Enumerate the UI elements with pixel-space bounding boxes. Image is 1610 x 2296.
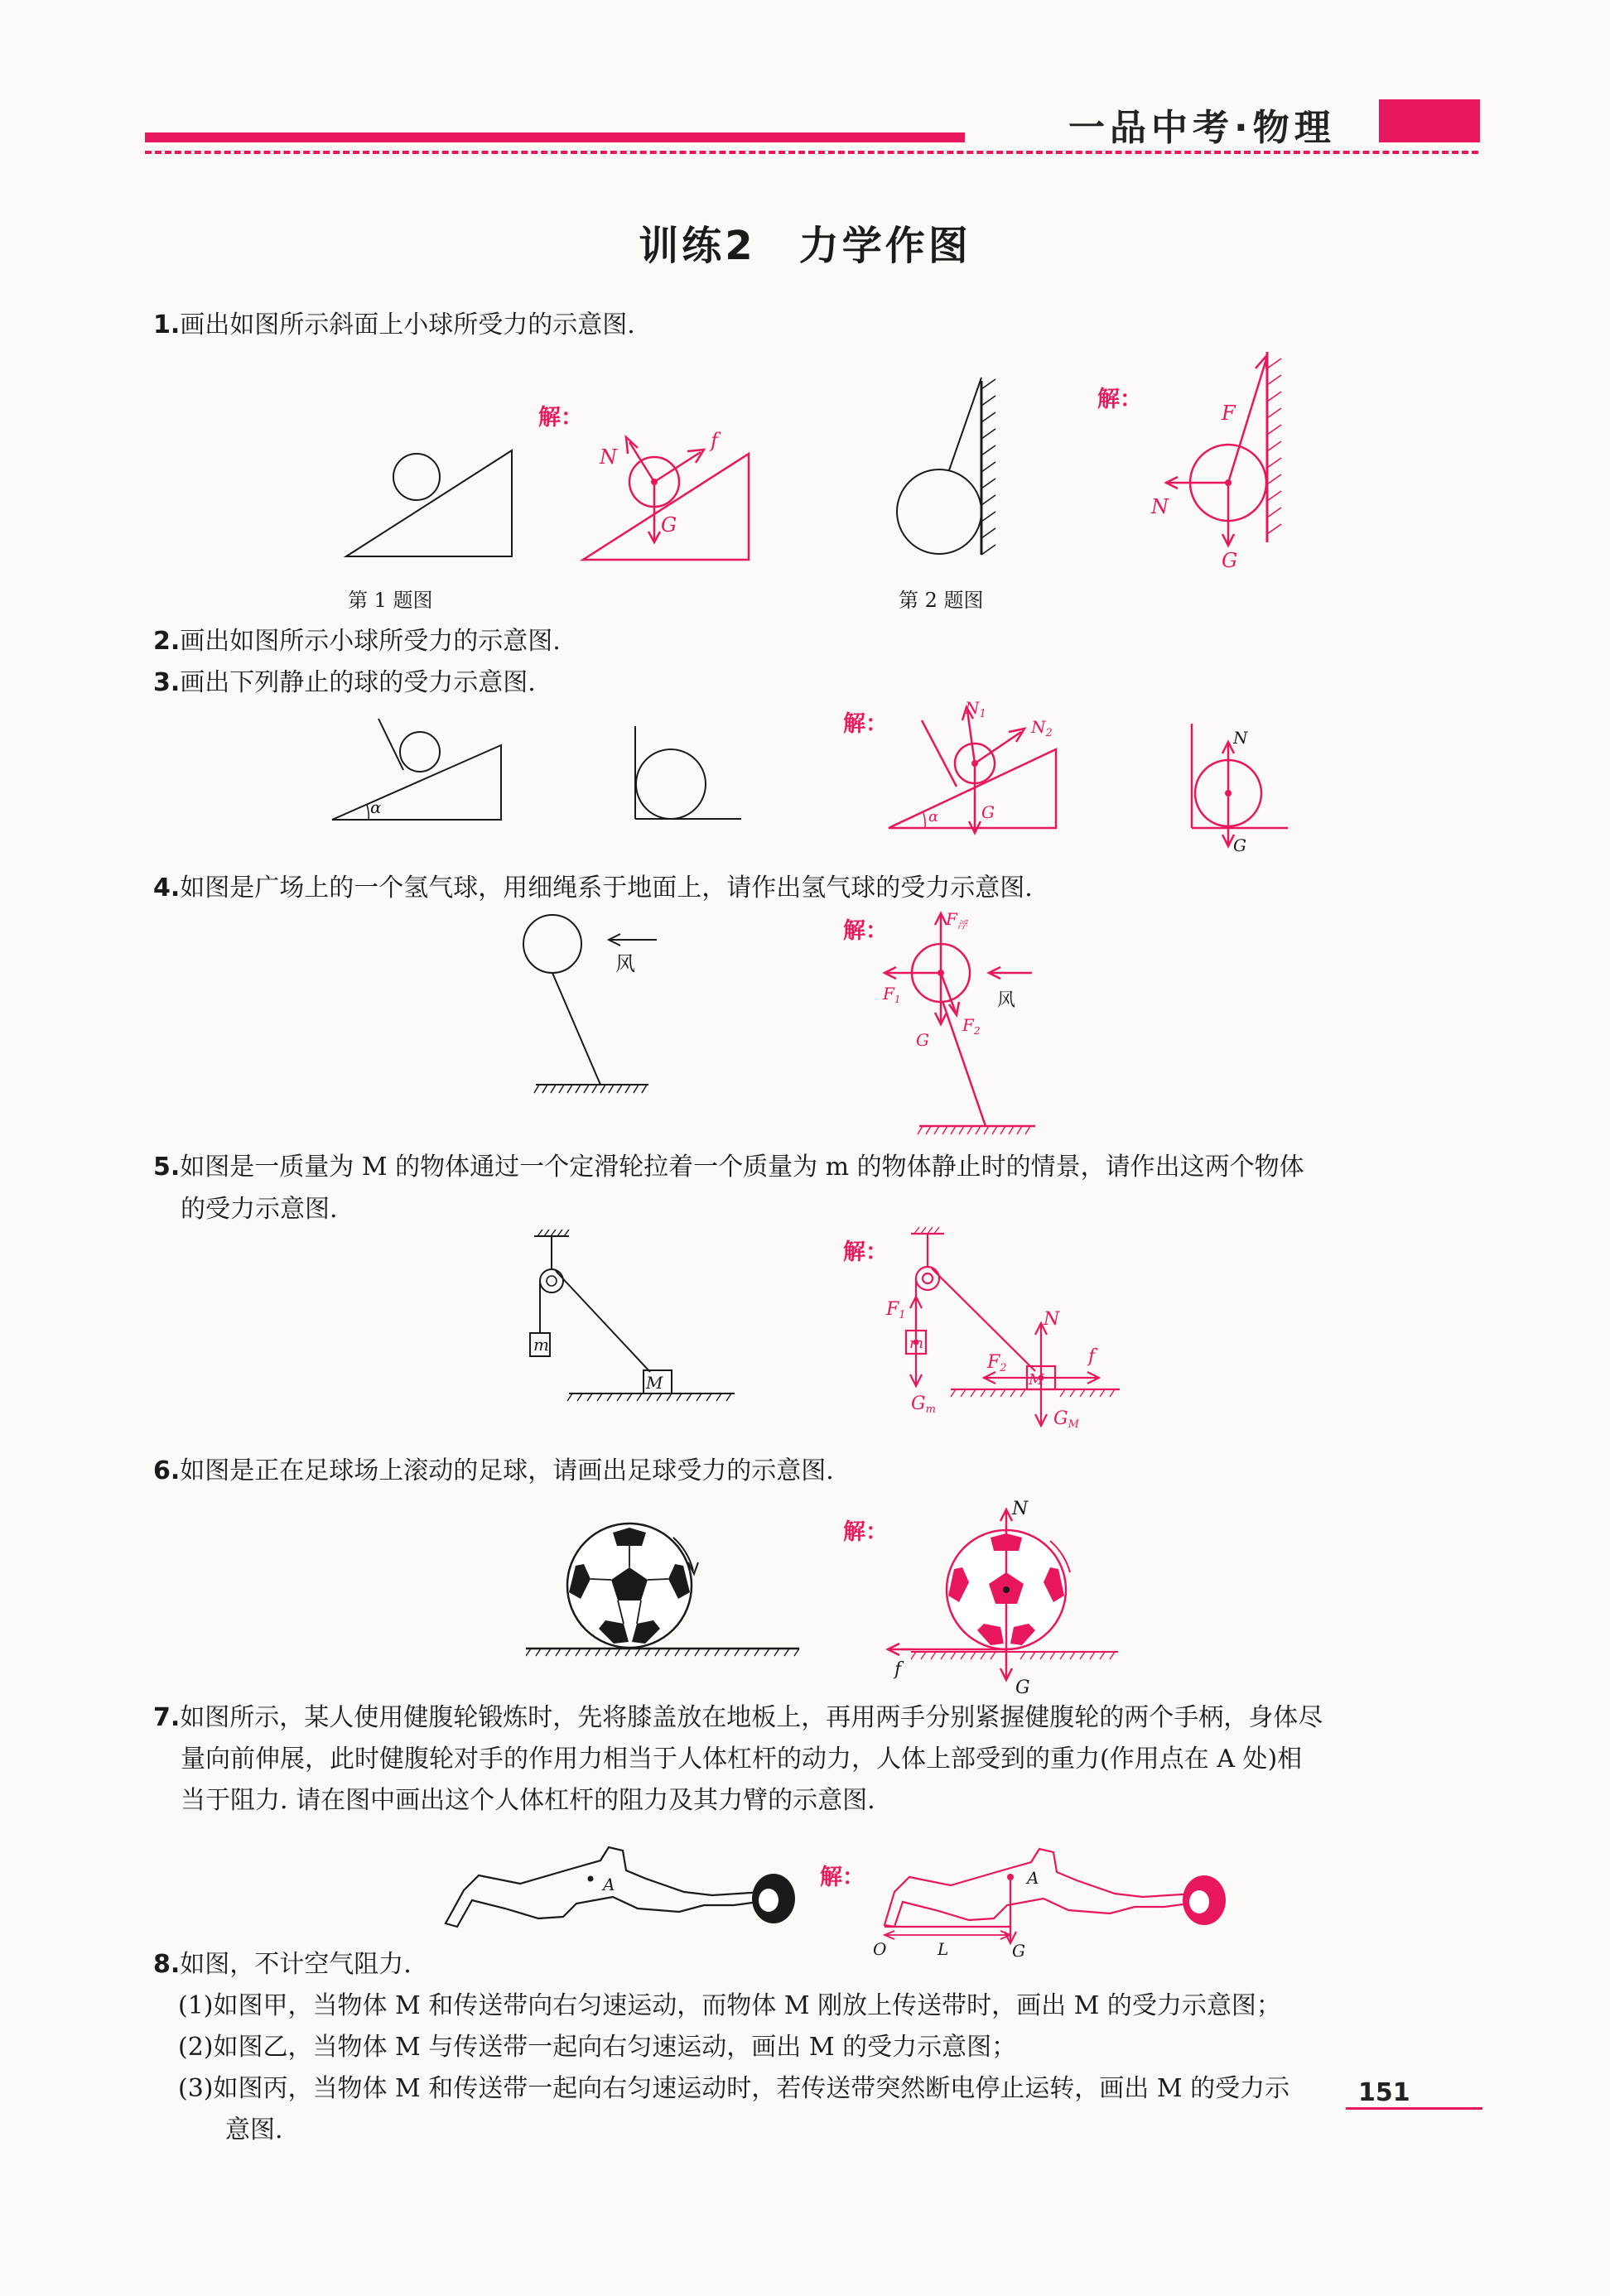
page-number-stripe (1346, 2107, 1482, 2110)
q7-answer-figure (861, 1826, 1226, 1958)
svg-text:F浮: $F_浮$ (946, 909, 967, 931)
header-accent-block (1379, 99, 1480, 142)
q5-answer-figure (878, 1225, 1126, 1441)
q5-label-GM: G (1053, 1408, 1068, 1429)
question-2: 2.画出如图所示小球所受力的示意图. (153, 627, 561, 656)
q3-figure-a (327, 712, 518, 828)
q5-label-m: m (533, 1335, 549, 1355)
question-8-item-1: (1)如图甲，当物体 M 和传送带向右匀速运动，而物体 M 刚放上传送带时，画出 M 的受力示意图； (178, 1991, 1281, 2020)
question-7-line3: 当于阻力. 请在图中画出这个人体杠杆的阻力及其力臂的示意图. (181, 1786, 875, 1815)
q3-label-N2: N (1031, 717, 1046, 737)
q1-caption: 第 1 题图 (348, 589, 433, 612)
q2-label-G: G (1222, 549, 1238, 572)
q6-label-f: f (894, 1659, 902, 1680)
svg-text:GM: GM (1053, 1408, 1079, 1431)
q1-label-N: N (600, 445, 617, 469)
q3-answer-label-G: G (981, 802, 995, 822)
q1-answer-figure (571, 422, 762, 571)
q4-label-wind: 风 (615, 952, 635, 975)
page-title: 训练2 力学作图 (639, 223, 971, 269)
q2-answer-figure (1143, 344, 1309, 575)
svg-text:F2: F2 (987, 1352, 1007, 1374)
q6-label-N: N (1012, 1499, 1029, 1519)
q3-answer-figure-a (882, 696, 1068, 836)
header-dashed-rule (145, 151, 1478, 154)
q2-label-F: F (1222, 402, 1236, 425)
q2-answer-label: 解： (1097, 387, 1142, 412)
header-bar (145, 132, 965, 142)
q5-answer-label-M: M (1029, 1371, 1044, 1389)
question-7: 7.如图所示，某人使用健腹轮锻炼时，先将膝盖放在地板上，再用两手分别紧握健腹轮的两个手柄，身体尽 (153, 1703, 1323, 1732)
header-title: 一品中考·物理 (1068, 107, 1336, 149)
q7-figure (439, 1842, 803, 1933)
q7-label-L: L (938, 1939, 949, 1958)
q5-label-F1: F (886, 1299, 899, 1320)
q3-answer-label-alpha: α (928, 808, 939, 826)
q3-label-alpha: α (370, 797, 382, 817)
q7-label-O: O (873, 1939, 887, 1958)
q6-answer-figure (878, 1486, 1126, 1702)
q3-label-N1: N (965, 698, 980, 718)
q5-label-F2: F (987, 1352, 1000, 1373)
q4-answer-label-wind: 风 (997, 990, 1016, 1011)
q5-figure (518, 1230, 737, 1403)
q1-label-f: f (711, 429, 718, 452)
q5-label-Gm: G (911, 1393, 926, 1414)
question-7-line2: 量向前伸展，此时健腹轮对手的作用力相当于人体杠杆的动力，人体上部受到的重力(作用点在 A 处)相 (181, 1745, 1303, 1774)
q4-label-G: G (916, 1030, 929, 1050)
q2-label-N: N (1151, 495, 1169, 518)
q2-caption: 第 2 题图 (899, 589, 984, 612)
q3b-label-G: G (1233, 835, 1246, 855)
q4-label-F2: F (962, 1015, 974, 1035)
question-8-item-3-cont: 意图. (225, 2115, 283, 2144)
q4-label-F1: F (883, 984, 894, 1004)
page-number: 151 (1358, 2078, 1410, 2107)
q6-answer-label: 解： (843, 1519, 888, 1545)
svg-text:N2: $N_2$ (1031, 717, 1053, 739)
q7-label-A: A (603, 1875, 615, 1894)
svg-text:F1: F1 (886, 1299, 906, 1321)
q5-label-f: f (1088, 1346, 1096, 1367)
question-5: 5.如图是一质量为 M 的物体通过一个定滑轮拉着一个质量为 m 的物体静止时的情景，请作出这两个物体 (153, 1153, 1304, 1182)
svg-text:F2: $F_2$ (962, 1015, 981, 1037)
svg-text:N1: $N_1$ (965, 698, 986, 720)
q7-answer-label-A: A (1027, 1868, 1039, 1888)
question-6: 6.如图是正在足球场上滚动的足球，请画出足球受力的示意图. (153, 1456, 834, 1485)
q1-figure (331, 414, 530, 563)
q4-answer-label: 解： (843, 918, 888, 944)
q4-figure (509, 911, 658, 1101)
q3-answer-figure-b (1180, 720, 1300, 861)
q1-label-G: G (661, 513, 677, 537)
question-8-item-3: (3)如图丙，当物体 M 和传送带一起向右匀速运动时，若传送带突然断电停止运转，画出 M 的受力示 (178, 2074, 1290, 2103)
question-1: 1.画出如图所示斜面上小球所受力的示意图. (153, 310, 635, 339)
q7-label-G: G (1012, 1941, 1025, 1958)
question-8-item-2: (2)如图乙，当物体 M 与传送带一起向右匀速运动，画出 M 的受力示意图； (178, 2033, 1017, 2062)
svg-text:Gm: Gm (911, 1393, 936, 1416)
q1-answer-label: 解： (538, 405, 583, 431)
question-4: 4.如图是广场上的一个氢气球，用细绳系于地面上，请作出氢气球的受力示意图. (153, 874, 1033, 903)
q3b-label-N: N (1233, 728, 1248, 748)
question-3: 3.画出下列静止的球的受力示意图. (153, 668, 536, 697)
q5-answer-label: 解： (843, 1239, 888, 1265)
q6-figure (526, 1519, 812, 1664)
q5-label-M: M (646, 1373, 663, 1393)
q6-label-G: G (1015, 1677, 1030, 1698)
q3-figure-b (625, 724, 745, 828)
q2-figure (878, 364, 1010, 563)
q4-answer-figure (870, 907, 1044, 1143)
q5-label-N: N (1044, 1309, 1060, 1330)
question-5-line2: 的受力示意图. (181, 1195, 338, 1224)
q3-answer-label: 解： (843, 711, 888, 737)
q7-answer-label: 解： (820, 1865, 865, 1890)
question-8: 8.如图，不计空气阻力. (153, 1950, 412, 1979)
q4-label-Ffu: F (946, 909, 957, 929)
q5-answer-label-m: m (909, 1335, 924, 1352)
svg-text:F1: $F_1$ (883, 984, 901, 1005)
